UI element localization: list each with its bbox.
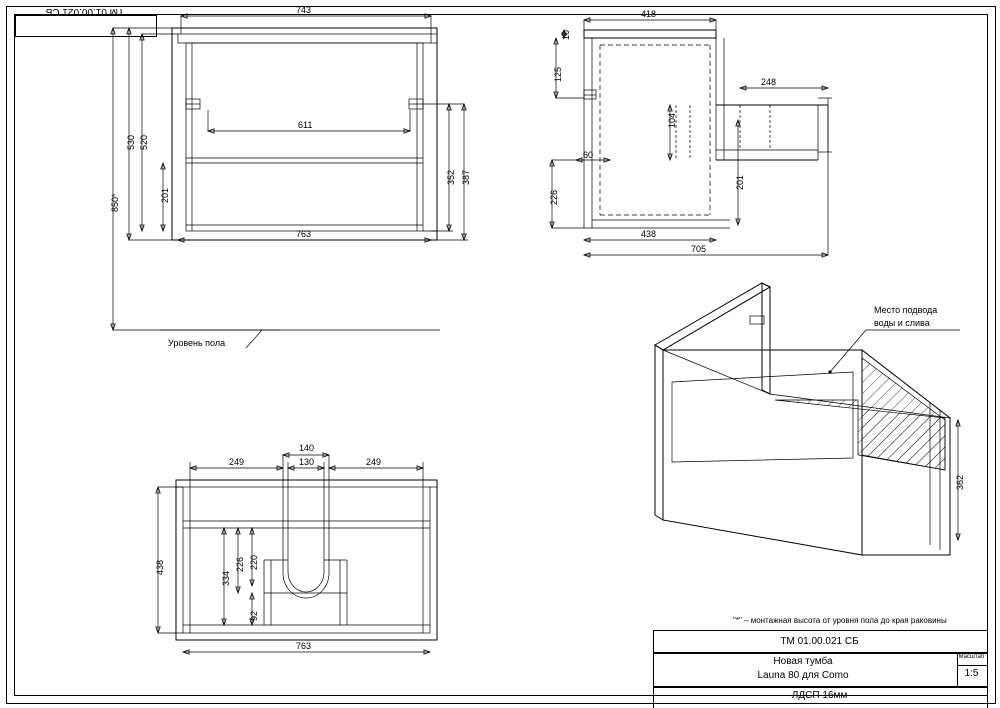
side-dim-705: 705	[691, 244, 707, 254]
front-dim-743: 743	[296, 5, 312, 15]
top-dim-249-left: 249	[229, 457, 245, 467]
title-block-material: ЛДСП 16мм	[791, 690, 848, 701]
side-dim-125: 125	[553, 66, 563, 82]
top-dim-763: 763	[296, 641, 312, 651]
side-dim-104: 104	[667, 112, 677, 128]
side-dim-60: 60	[583, 150, 594, 160]
front-dim-387: 387	[461, 169, 471, 185]
top-dim-220: 220	[249, 554, 259, 570]
side-dim-201: 201	[735, 174, 745, 190]
title-block-name-line1: Новая тумба	[773, 656, 833, 667]
front-dim-611: 611	[298, 120, 313, 130]
title-block-name-line2: Launa 80 для Como	[757, 670, 849, 681]
top-dim-92: 92	[249, 610, 259, 621]
footnote-text: "*" – монтажная высота от уровня пола до края раковины	[733, 616, 947, 625]
top-dim-438: 438	[155, 559, 165, 575]
front-dim-763: 763	[296, 229, 312, 239]
iso-dim-362: 362	[955, 474, 965, 490]
front-dim-352: 352	[446, 169, 456, 185]
title-block-scale-label: Масштаб	[958, 654, 985, 660]
side-dim-10: 10	[561, 29, 571, 40]
water-note-line2: воды и слива	[874, 318, 930, 328]
side-dim-418: 418	[641, 9, 657, 19]
front-dim-530: 530	[126, 134, 136, 150]
top-dim-130: 130	[299, 457, 315, 467]
top-dim-249-right: 249	[366, 457, 382, 467]
top-dim-226: 226	[235, 556, 245, 572]
title-block-code: ТМ 01.00.021 СБ	[780, 636, 859, 647]
front-dim-201: 201	[160, 187, 170, 203]
floor-level-label: Уровень пола	[168, 338, 226, 348]
top-dim-140: 140	[299, 443, 315, 453]
front-dim-850: 850*	[110, 193, 120, 212]
water-note-line1: Место подвода	[874, 305, 938, 315]
title-block-scale-value: 1:5	[964, 668, 979, 679]
front-dim-520: 520	[139, 134, 149, 150]
top-dim-334: 334	[221, 570, 231, 586]
side-dim-226: 226	[549, 189, 559, 205]
side-dim-438: 438	[641, 229, 657, 239]
corner-stamp-label: ТМ 01.00.021 СБ	[45, 6, 125, 17]
side-dim-248: 248	[761, 77, 777, 87]
